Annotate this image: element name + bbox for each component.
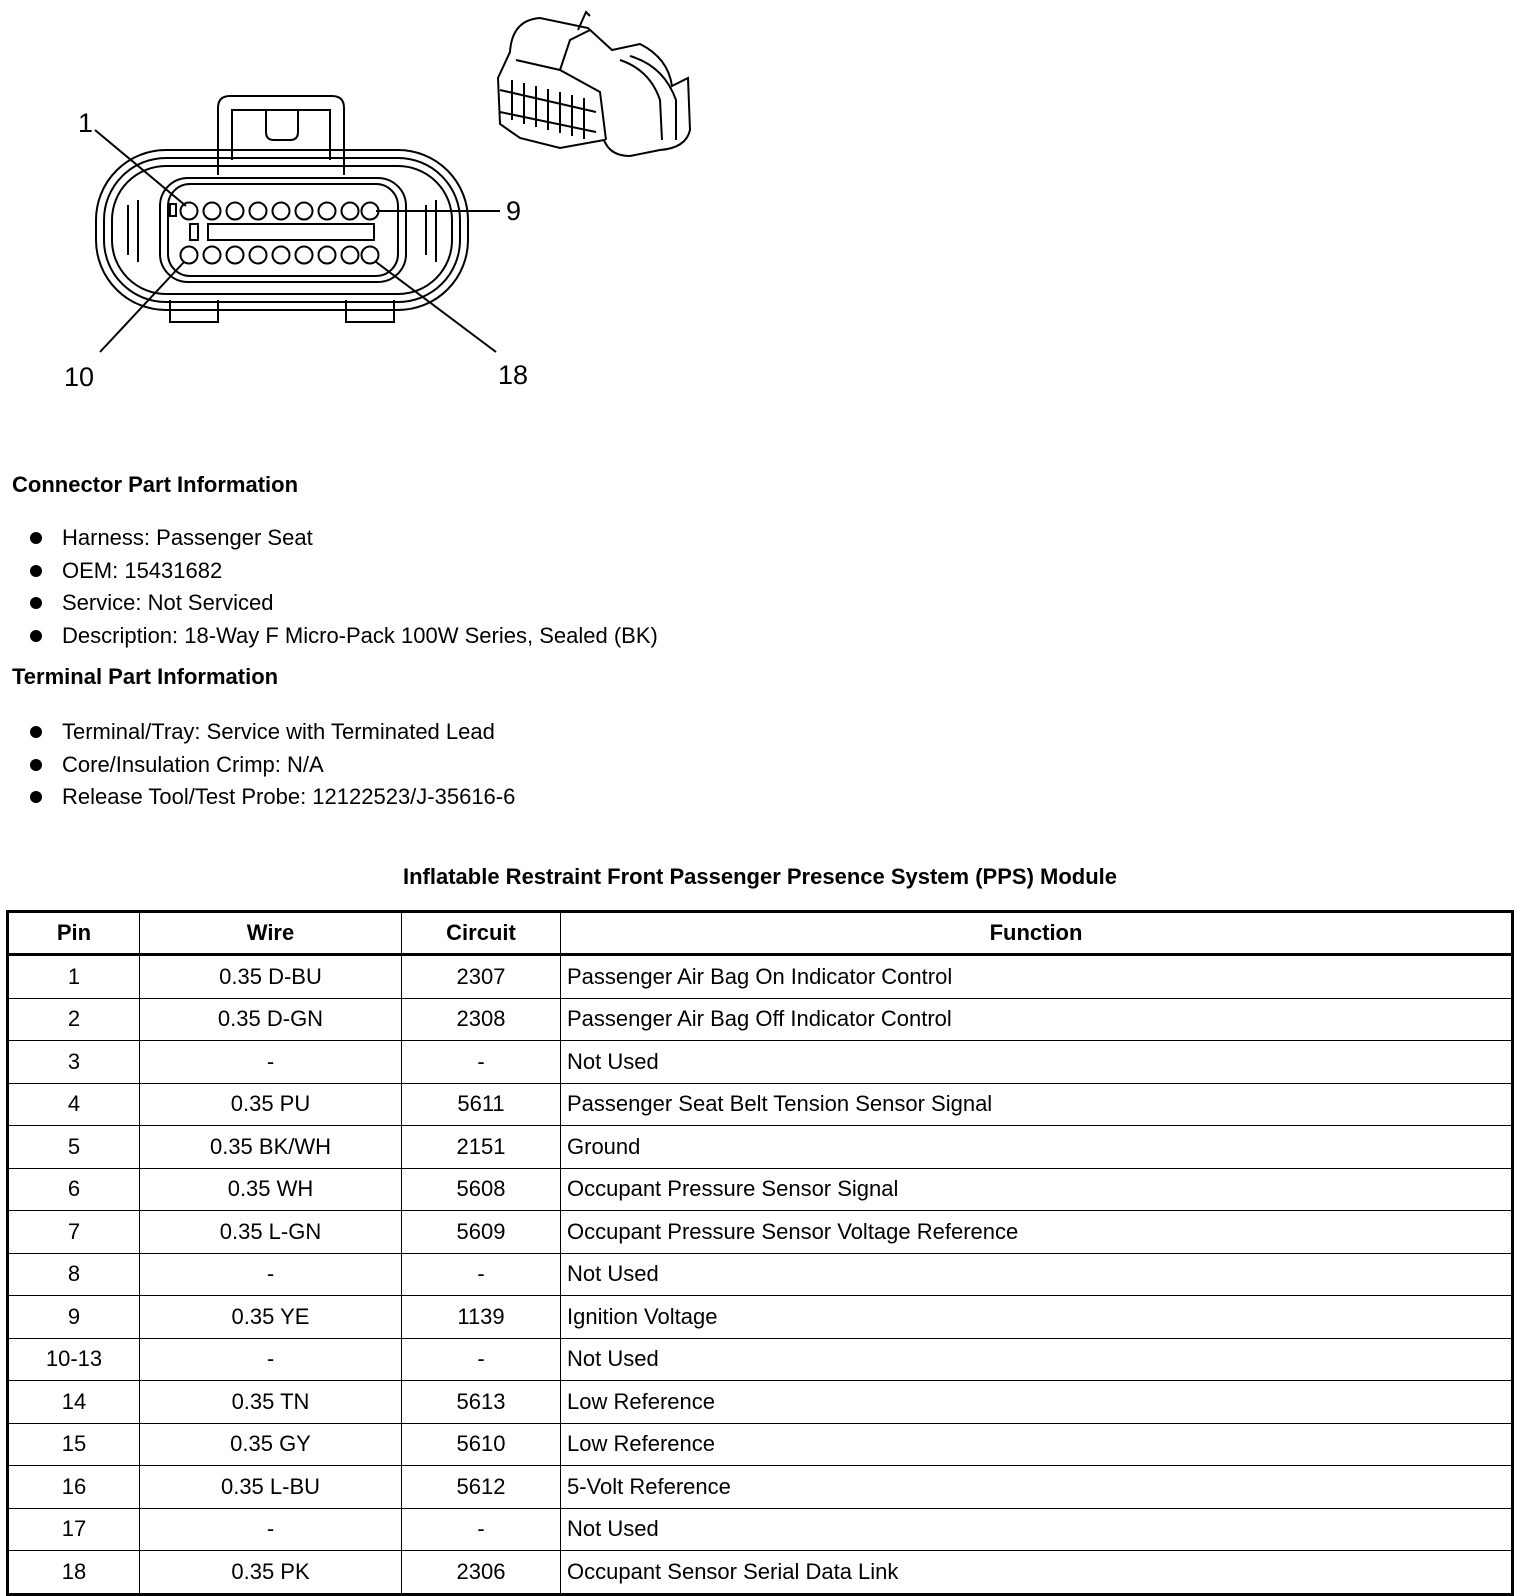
- cell-circuit: 5613: [402, 1381, 561, 1424]
- cell-pin: 17: [8, 1508, 140, 1551]
- table-row: [8, 1211, 1513, 1254]
- table-row: [8, 1253, 1513, 1296]
- list-item: Terminal/Tray: Service with Terminated Lead: [28, 716, 515, 749]
- cell-wire: 0.35 PK: [140, 1551, 402, 1595]
- cell-wire: 0.35 WH: [140, 1168, 402, 1211]
- cell-wire: 0.35 D-GN: [140, 998, 402, 1041]
- cell-circuit: 5609: [402, 1211, 561, 1254]
- table-row: [8, 1381, 1513, 1424]
- cell-function: Passenger Seat Belt Tension Sensor Signal: [561, 1083, 1513, 1126]
- table-row: [8, 1466, 1513, 1509]
- cell-circuit: -: [402, 1253, 561, 1296]
- header-wire: Wire: [140, 912, 402, 955]
- cell-pin: 2: [8, 998, 140, 1041]
- pin-label-18: 18: [498, 360, 529, 390]
- cell-circuit: -: [402, 1508, 561, 1551]
- cell-wire: 0.35 BK/WH: [140, 1126, 402, 1169]
- table-row: [8, 1423, 1513, 1466]
- table-row: [8, 1126, 1513, 1169]
- pin-label-1: 1: [78, 108, 94, 138]
- cell-pin: 9: [8, 1296, 140, 1339]
- connector-diagram: [0, 0, 760, 420]
- cell-circuit: 5610: [402, 1423, 561, 1466]
- list-item: Service: Not Serviced: [28, 587, 658, 620]
- table-row: [8, 1508, 1513, 1551]
- table-row: [8, 955, 1513, 999]
- cell-pin: 4: [8, 1083, 140, 1126]
- cell-wire: 0.35 D-BU: [140, 955, 402, 999]
- cell-circuit: 5608: [402, 1168, 561, 1211]
- cell-pin: 16: [8, 1466, 140, 1509]
- cell-wire: -: [140, 1253, 402, 1296]
- cell-function: Occupant Pressure Sensor Signal: [561, 1168, 1513, 1211]
- cell-function: Low Reference: [561, 1381, 1513, 1424]
- terminal-part-info-title: Terminal Part Information: [12, 664, 279, 689]
- cell-circuit: 5612: [402, 1466, 561, 1509]
- header-circuit: Circuit: [402, 912, 561, 955]
- pin-holes: [181, 203, 379, 264]
- cell-pin: 3: [8, 1041, 140, 1084]
- terminal-part-info-list: [28, 716, 515, 814]
- cell-function: Ignition Voltage: [561, 1296, 1513, 1339]
- cell-circuit: 5611: [402, 1083, 561, 1126]
- table-row: [8, 1296, 1513, 1339]
- cell-wire: -: [140, 1338, 402, 1381]
- connector-perspective-icon: [498, 12, 690, 156]
- pinout-table: [6, 910, 1514, 1596]
- cell-pin: 10-13: [8, 1338, 140, 1381]
- cell-function: Low Reference: [561, 1423, 1513, 1466]
- cell-pin: 5: [8, 1126, 140, 1169]
- cell-wire: -: [140, 1508, 402, 1551]
- table-title: Inflatable Restraint Front Passenger Presence System (PPS) Module: [403, 864, 1117, 889]
- cell-function: 5-Volt Reference: [561, 1466, 1513, 1509]
- cell-circuit: 2151: [402, 1126, 561, 1169]
- list-item: OEM: 15431682: [28, 555, 658, 588]
- cell-function: Not Used: [561, 1508, 1513, 1551]
- connector-part-info-list: [28, 522, 658, 652]
- cell-function: Passenger Air Bag Off Indicator Control: [561, 998, 1513, 1041]
- table-row: [8, 1338, 1513, 1381]
- cell-circuit: 1139: [402, 1296, 561, 1339]
- table-header-row: [8, 912, 1513, 955]
- table-row: [8, 998, 1513, 1041]
- cell-pin: 18: [8, 1551, 140, 1595]
- list-item: Harness: Passenger Seat: [28, 522, 658, 555]
- cell-wire: 0.35 TN: [140, 1381, 402, 1424]
- cell-wire: 0.35 L-BU: [140, 1466, 402, 1509]
- cell-function: Not Used: [561, 1253, 1513, 1296]
- cell-pin: 6: [8, 1168, 140, 1211]
- cell-function: Not Used: [561, 1338, 1513, 1381]
- cell-pin: 1: [8, 955, 140, 999]
- cell-function: Ground: [561, 1126, 1513, 1169]
- cell-function: Occupant Sensor Serial Data Link: [561, 1551, 1513, 1595]
- list-item: Release Tool/Test Probe: 12122523/J-35616-6: [28, 781, 515, 814]
- connector-part-info-title: Connector Part Information: [12, 472, 299, 497]
- cell-circuit: 2307: [402, 955, 561, 999]
- table-row: [8, 1041, 1513, 1084]
- table-row: [8, 1168, 1513, 1211]
- cell-circuit: -: [402, 1338, 561, 1381]
- cell-wire: 0.35 L-GN: [140, 1211, 402, 1254]
- cell-wire: 0.35 PU: [140, 1083, 402, 1126]
- cell-function: Passenger Air Bag On Indicator Control: [561, 955, 1513, 999]
- list-item: Description: 18-Way F Micro-Pack 100W Series, Sealed (BK): [28, 620, 658, 653]
- header-pin: Pin: [8, 912, 140, 955]
- cell-wire: 0.35 YE: [140, 1296, 402, 1339]
- cell-wire: -: [140, 1041, 402, 1084]
- cell-pin: 8: [8, 1253, 140, 1296]
- cell-function: Not Used: [561, 1041, 1513, 1084]
- cell-pin: 7: [8, 1211, 140, 1254]
- cell-wire: 0.35 GY: [140, 1423, 402, 1466]
- pin-label-10: 10: [64, 362, 95, 392]
- table-body: [8, 955, 1513, 1595]
- table-row: [8, 1083, 1513, 1126]
- cell-pin: 15: [8, 1423, 140, 1466]
- list-item: Core/Insulation Crimp: N/A: [28, 749, 515, 782]
- pin-label-9: 9: [506, 196, 522, 226]
- cell-circuit: 2306: [402, 1551, 561, 1595]
- cell-circuit: 2308: [402, 998, 561, 1041]
- cell-circuit: -: [402, 1041, 561, 1084]
- header-function: Function: [561, 912, 1513, 955]
- table-row: [8, 1551, 1513, 1595]
- cell-function: Occupant Pressure Sensor Voltage Reference: [561, 1211, 1513, 1254]
- cell-pin: 14: [8, 1381, 140, 1424]
